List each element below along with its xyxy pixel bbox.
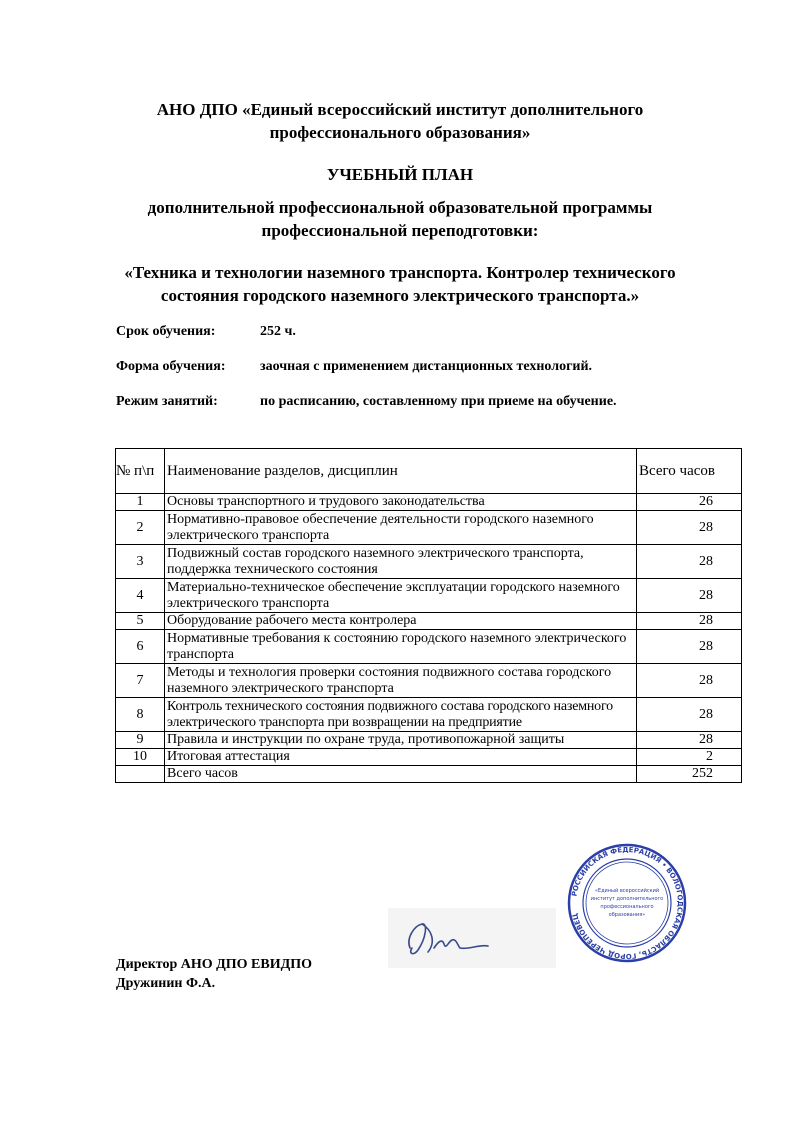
signer-name: Дружинин Ф.А. bbox=[116, 976, 216, 991]
table-row bbox=[116, 613, 742, 630]
official-stamp bbox=[566, 842, 688, 964]
svg-text:институт дополнительного: институт дополнительного bbox=[590, 896, 664, 902]
form-label: Форма обучения: bbox=[116, 359, 226, 374]
row-num: 2 bbox=[116, 511, 165, 545]
total-empty-cell bbox=[116, 766, 165, 783]
doc-subtitle bbox=[0, 196, 800, 242]
mode-value: по расписанию, составленному при приеме на обучение. bbox=[260, 394, 617, 409]
doc-title: УЧЕБНЫЙ ПЛАН bbox=[326, 165, 474, 184]
row-name: Методы и технология проверки состояния подвижного состава городского наземного электрического транспорта bbox=[165, 664, 637, 698]
row-hours: 28 bbox=[637, 579, 742, 613]
table-row bbox=[116, 494, 742, 511]
table-row bbox=[116, 749, 742, 766]
form-value: заочная с применением дистанционных технологий. bbox=[260, 359, 593, 374]
table-header-row bbox=[116, 449, 742, 494]
row-name: Контроль технического состояния подвижного состава городского наземного электрического транспорта при возвращении на предприятие bbox=[165, 698, 637, 732]
table-row bbox=[116, 698, 742, 732]
table-row bbox=[116, 579, 742, 613]
row-name: Правила и инструкции по охране труда, противопожарной защиты bbox=[165, 732, 637, 749]
row-num: 9 bbox=[116, 732, 165, 749]
row-hours: 26 bbox=[637, 494, 742, 511]
total-value: 252 bbox=[637, 766, 742, 783]
row-num: 5 bbox=[116, 613, 165, 630]
row-name: Материально-техническое обеспечение эксплуатации городского наземного электрического транспорта bbox=[165, 579, 637, 613]
curriculum-table bbox=[115, 448, 742, 783]
duration-row bbox=[116, 323, 296, 341]
row-name: Подвижный состав городского наземного электрического транспорта, поддержка технического состояния bbox=[165, 545, 637, 579]
row-name: Итоговая аттестация bbox=[165, 749, 637, 766]
total-label: Всего часов bbox=[165, 766, 637, 783]
signature-scribble bbox=[388, 908, 556, 968]
row-name: Основы транспортного и трудового законодательства bbox=[165, 494, 637, 511]
svg-text:образования»: образования» bbox=[608, 912, 646, 918]
row-num: 10 bbox=[116, 749, 165, 766]
doc-subtitle-line2: профессиональной переподготовки: bbox=[261, 221, 539, 240]
row-hours: 2 bbox=[637, 749, 742, 766]
svg-text:РОССИЙСКАЯ ФЕДЕРАЦИЯ • ВОЛОГОД: РОССИЙСКАЯ ФЕДЕРАЦИЯ • ВОЛОГОДСКАЯ ОБЛАСТЬ, ГОРОД ЧЕРЕПОВЕЦ bbox=[570, 845, 685, 961]
duration-label: Срок обучения: bbox=[116, 324, 216, 339]
doc-subtitle-line1: дополнительной профессиональной образовательной программы bbox=[147, 198, 653, 217]
header-name: Наименование разделов, дисциплин bbox=[165, 449, 637, 494]
row-num: 6 bbox=[116, 630, 165, 664]
mode-label: Режим занятий: bbox=[116, 394, 218, 409]
header-num: № п\п bbox=[116, 449, 165, 494]
program-name-line2: состояния городского наземного электрического транспорта.» bbox=[160, 286, 640, 305]
row-hours: 28 bbox=[637, 511, 742, 545]
row-num: 4 bbox=[116, 579, 165, 613]
table-total-row bbox=[116, 766, 742, 783]
mode-row bbox=[116, 393, 617, 411]
signature-block bbox=[116, 955, 312, 993]
table-row bbox=[116, 511, 742, 545]
svg-text:профессионального: профессионального bbox=[600, 904, 654, 910]
org-name-line2: профессионального образования» bbox=[269, 123, 531, 142]
row-name: Нормативные требования к состоянию городского наземного электрического транспорта bbox=[165, 630, 637, 664]
row-num: 1 bbox=[116, 494, 165, 511]
stamp-graphic bbox=[566, 842, 688, 964]
row-hours: 28 bbox=[637, 732, 742, 749]
table-row bbox=[116, 630, 742, 664]
row-num: 3 bbox=[116, 545, 165, 579]
row-num: 7 bbox=[116, 664, 165, 698]
row-hours: 28 bbox=[637, 613, 742, 630]
signer-title: Директор АНО ДПО ЕВИДПО bbox=[116, 957, 313, 972]
org-name-line1: АНО ДПО «Единый всероссийский институт дополнительного bbox=[156, 100, 644, 119]
row-name: Оборудование рабочего места контролера bbox=[165, 613, 637, 630]
row-hours: 28 bbox=[637, 664, 742, 698]
program-name bbox=[0, 261, 800, 307]
row-num: 8 bbox=[116, 698, 165, 732]
signature-image bbox=[388, 908, 556, 968]
program-name-line1: «Техника и технологии наземного транспорта. Контролер технического bbox=[124, 263, 676, 282]
row-hours: 28 bbox=[637, 630, 742, 664]
row-hours: 28 bbox=[637, 698, 742, 732]
header-hours: Всего часов bbox=[637, 449, 742, 494]
table-row bbox=[116, 732, 742, 749]
org-name bbox=[0, 98, 800, 144]
row-hours: 28 bbox=[637, 545, 742, 579]
duration-value: 252 ч. bbox=[260, 324, 296, 339]
table-row bbox=[116, 545, 742, 579]
svg-text:«Единый всероссийский: «Единый всероссийский bbox=[594, 888, 660, 894]
table-row bbox=[116, 664, 742, 698]
row-name: Нормативно-правовое обеспечение деятельности городского наземного электрического транспорта bbox=[165, 511, 637, 545]
form-row bbox=[116, 358, 592, 376]
